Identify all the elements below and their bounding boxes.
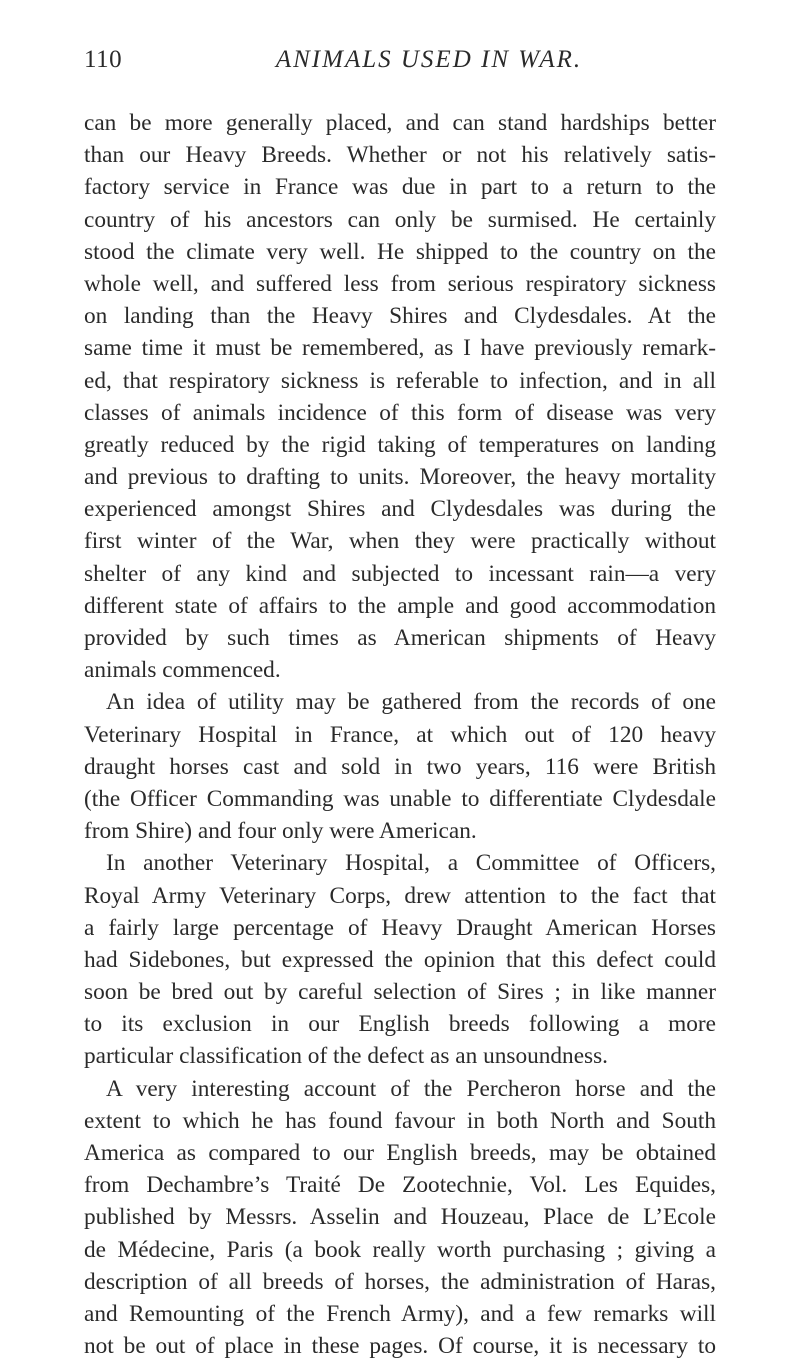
- text-line: different state of affairs to the ample and good accommodation: [84, 592, 716, 619]
- text-line: draught horses cast and sold in two years, 116 were British: [84, 753, 716, 780]
- body-text: [84, 107, 716, 1362]
- text-line: Royal Army Veterinary Corps, drew attention to the fact that: [84, 882, 716, 909]
- text-line: to its exclusion in our English breeds following a more: [84, 1011, 716, 1038]
- text-line: can be more generally placed, and can stand hardships better: [84, 110, 716, 136]
- text-line: Veterinary Hospital in France, at which out of 120 heavy: [84, 721, 716, 748]
- text-line: factory service in France was due in part to a return to the: [84, 174, 716, 201]
- text-line: first winter of the War, when they were practically without: [84, 528, 716, 555]
- text-line: particular classification of the defect as an unsoundness.: [84, 1043, 608, 1070]
- text-line: same time it must be remembered, as I have previously remark-: [84, 335, 716, 362]
- text-line: a fairly large percentage of Heavy Draught American Horses: [84, 914, 716, 941]
- text-line: extent to which he has found favour in both North and South: [84, 1107, 716, 1134]
- text-line: from Shire) and four only were American.: [84, 818, 477, 845]
- text-line: country of his ancestors can only be surmised. He certainly: [84, 206, 716, 233]
- text-line: An idea of utility may be gathered from the records of one: [106, 689, 716, 716]
- text-line: shelter of any kind and subjected to incessant rain—a very: [84, 560, 716, 587]
- text-line: and Remounting of the French Army), and a few remarks will: [84, 1300, 716, 1327]
- text-line: ed, that respiratory sickness is referable to infection, and in all: [84, 367, 716, 394]
- text-line: animals commenced.: [84, 657, 281, 684]
- text-line: provided by such times as American shipments of Heavy: [84, 625, 716, 651]
- text-line: (the Officer Commanding was unable to differentiate Clydesdale: [84, 785, 716, 812]
- text-line: description of all breeds of horses, the administration of Haras,: [84, 1268, 716, 1295]
- text-line: published by Messrs. Asselin and Houzeau, Place de L’Ecole: [84, 1204, 716, 1231]
- text-line: and previous to drafting to units. Moreover, the heavy mortality: [84, 464, 716, 491]
- text-line: stood the climate very well. He shipped to the country on the: [84, 238, 716, 265]
- page-header: [84, 40, 714, 80]
- text-line: on landing than the Heavy Shires and Clydesdales. At the: [84, 303, 716, 330]
- text-line: soon be bred out by careful selection of Sires ; in like manner: [84, 979, 716, 1006]
- text-line: from Dechambre’s Traité De Zootechnie, Vol. Les Equides,: [84, 1172, 716, 1199]
- text-line: not be out of place in these pages. Of course, it is necessary to: [84, 1333, 716, 1360]
- text-line: experienced amongst Shires and Clydesdales was during the: [84, 496, 716, 523]
- text-line: de Médecine, Paris (a book really worth purchasing ; giving a: [84, 1236, 716, 1263]
- text-line: A very interesting account of the Percheron horse and the: [106, 1075, 716, 1102]
- text-line: greatly reduced by the rigid taking of temperatures on landing: [84, 431, 716, 458]
- text-line: than our Heavy Breeds. Whether or not his relatively satis-: [84, 142, 716, 169]
- running-title: ANIMALS USED IN WAR.: [275, 46, 583, 73]
- page-number: 110: [84, 46, 123, 73]
- text-line: whole well, and suffered less from serious respiratory sickness: [84, 270, 716, 297]
- text-line: had Sidebones, but expressed the opinion that this defect could: [84, 946, 716, 973]
- text-line: In another Veterinary Hospital, a Committee of Officers,: [106, 850, 716, 877]
- text-line: classes of animals incidence of this form of disease was very: [84, 399, 716, 426]
- text-line: America as compared to our English breeds, may be obtained: [84, 1140, 716, 1166]
